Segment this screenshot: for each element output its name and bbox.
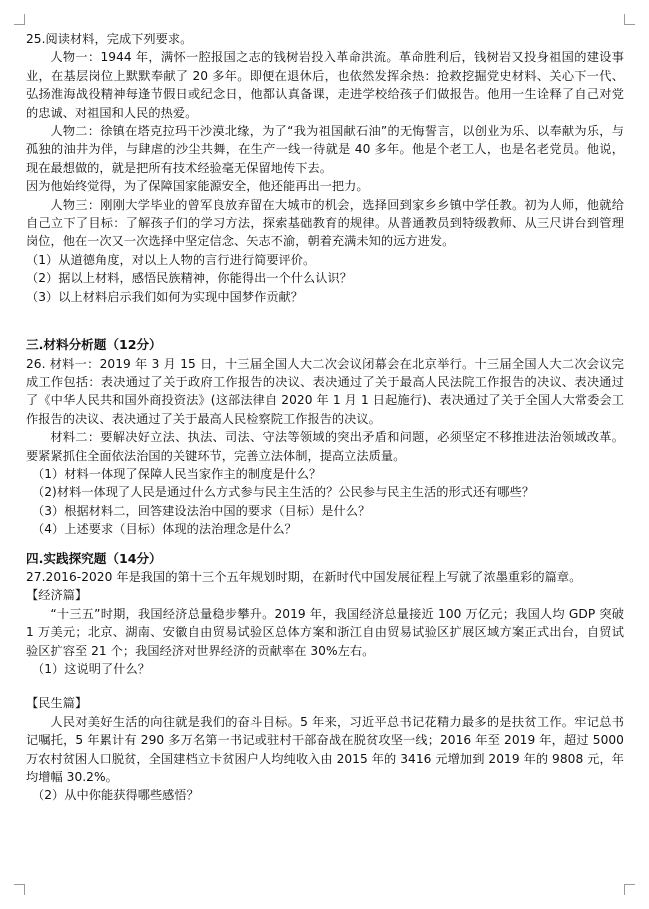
q25-person-two-cont: 因为他始终觉得，为了保障国家能源安全，他还能再出一把力。: [26, 179, 369, 194]
section-3-title: 三.材料分析题（12分）: [26, 337, 162, 353]
q26-material-one: 26. 材料一：2019 年 3 月 15 日，十三届全国人大二次会议闭幕会在北京举行。十三届全国人大二次会议完成工作包括：表决通过了关于政府工作报告的决议、表决通过了关于最高人民法院工作报告的决议、表决通过了《中华人民共和国外商投资法》(这部法律自 2020 年 1 月 1 日起施行)、表决通过了关于全国人大常委会工作报告的决议、表决通过了关于最高人民检察院工作报告的决议。: [26, 356, 624, 426]
exam-page: [26, 30, 624, 805]
economy-text: “十三五”时期，我国经济总量稳步攀升。2019 年，我国经济总量接近 100 万亿元；我国人均 GDP 突破 1 万美元；北京、湖南、安徽自由贸易试验区总体方案和浙江自由贸易试验区扩展区域方案正式出台，自贸试验区扩容至 21 个；我国经济对世界经济的贡献率在 30%左右。: [26, 606, 624, 658]
q26-question-4: （4）上述要求（目标）体现的法治理念是什么？: [32, 522, 297, 537]
q26-question-1: （1）材料一体现了保障人民当家作主的制度是什么？: [32, 466, 322, 481]
crop-mark-top-left: [14, 14, 25, 25]
q27-intro: 27.2016-2020 年是我国的第十三个五年规划时期，在新时代中国发展征程上写就了浓墨重彩的篇章。: [26, 569, 582, 584]
crop-mark-top-right: [624, 14, 635, 25]
q25-person-one: 人物一：1944 年，满怀一腔报国之志的钱树岩投入革命洪流。革命胜利后，钱树岩又投身祖国的建设事业，在基层岗位上默默奉献了 20 多年。即便在退休后，也依然发挥余热：抢救挖掘党史材料、关心下一代、弘扬淮海战役精神每逢节假日或纪念日，他都认真备课，走进学校给孩子们做报告。他用一生诠释了自己对党的忠诚、对祖国和人民的热爱。: [26, 50, 624, 120]
livelihood-heading: 【民生篇】: [26, 696, 88, 711]
crop-mark-bottom-right: [624, 884, 635, 895]
economy-heading: 【经济篇】: [26, 588, 88, 603]
q27-question-1: （1）这说明了什么？: [32, 662, 150, 676]
q26-question-3: （3）根据材料二，回答建设法治中国的要求（目标）是什么？: [32, 503, 371, 518]
q25-person-two: 人物二：徐镇在塔克拉玛干沙漠北缘，为了“我为祖国献石油”的无悔誓言，以创业为乐、以奉献为乐，与孤独的油井为伴，与肆虐的沙尘共舞，在生产一线一待就是 40 多年。他是个老工人，也是名老党员。他说，现在最想做的，就是把所有技术经验毫无保留地传下去。: [26, 124, 624, 175]
livelihood-text: 人民对美好生活的向往就是我们的奋斗目标。5 年来，习近平总书记花精力最多的是扶贫工作。牢记总书记嘱托，5 年累计有 290 多万名第一书记或驻村干部奋战在脱贫攻坚一线；2016 年至 2019 年，超过 5000 万农村贫困人口脱贫，全国建档立卡贫困户人均纯收入由 2015 年的 3416 元增加到 2019 年的 9808 元，年均增幅 30.2%。: [26, 714, 624, 785]
q27-question-2: （2）从中你能获得哪些感悟？: [32, 788, 199, 803]
q25-question-3: （3）以上材料启示我们如何为实现中国梦作贡献？: [26, 289, 304, 304]
crop-mark-bottom-left: [14, 884, 25, 895]
q25-stem: 25.阅读材料，完成下列要求。: [26, 32, 193, 46]
q26-question-2: （2)材料一体现了人民是通过什么方式参与民主生活的？公民参与民主生活的形式还有哪些？: [32, 485, 535, 500]
q25-question-2: （2）据以上材料，感悟民族精神，你能得出一个什么认识？: [26, 271, 352, 286]
q25-question-1: （1）从道德角度，对以上人物的言行进行简要评价。: [26, 252, 316, 267]
section-4-title: 四.实践探究题（14分）: [26, 550, 162, 566]
q26-material-two: 材料二：要解决好立法、执法、司法、守法等领域的突出矛盾和问题，必须坚定不移推进法治领域改革。要紧紧抓住全面依法治国的关键环节，完善立法体制，提高立法质量。: [26, 430, 624, 463]
q25-person-three: 人物三：刚刚大学毕业的曾军良放弃留在大城市的机会，选择回到家乡乡镇中学任教。初为人师，他就给自己立下了目标：了解孩子们的学习方法，探索基础教育的规律。从普通教员到特级教师、从三尺讲台到管理岗位，他在一次又一次选择中坚定信念、矢志不渝，朝着充满未知的远方进发。: [26, 197, 624, 249]
